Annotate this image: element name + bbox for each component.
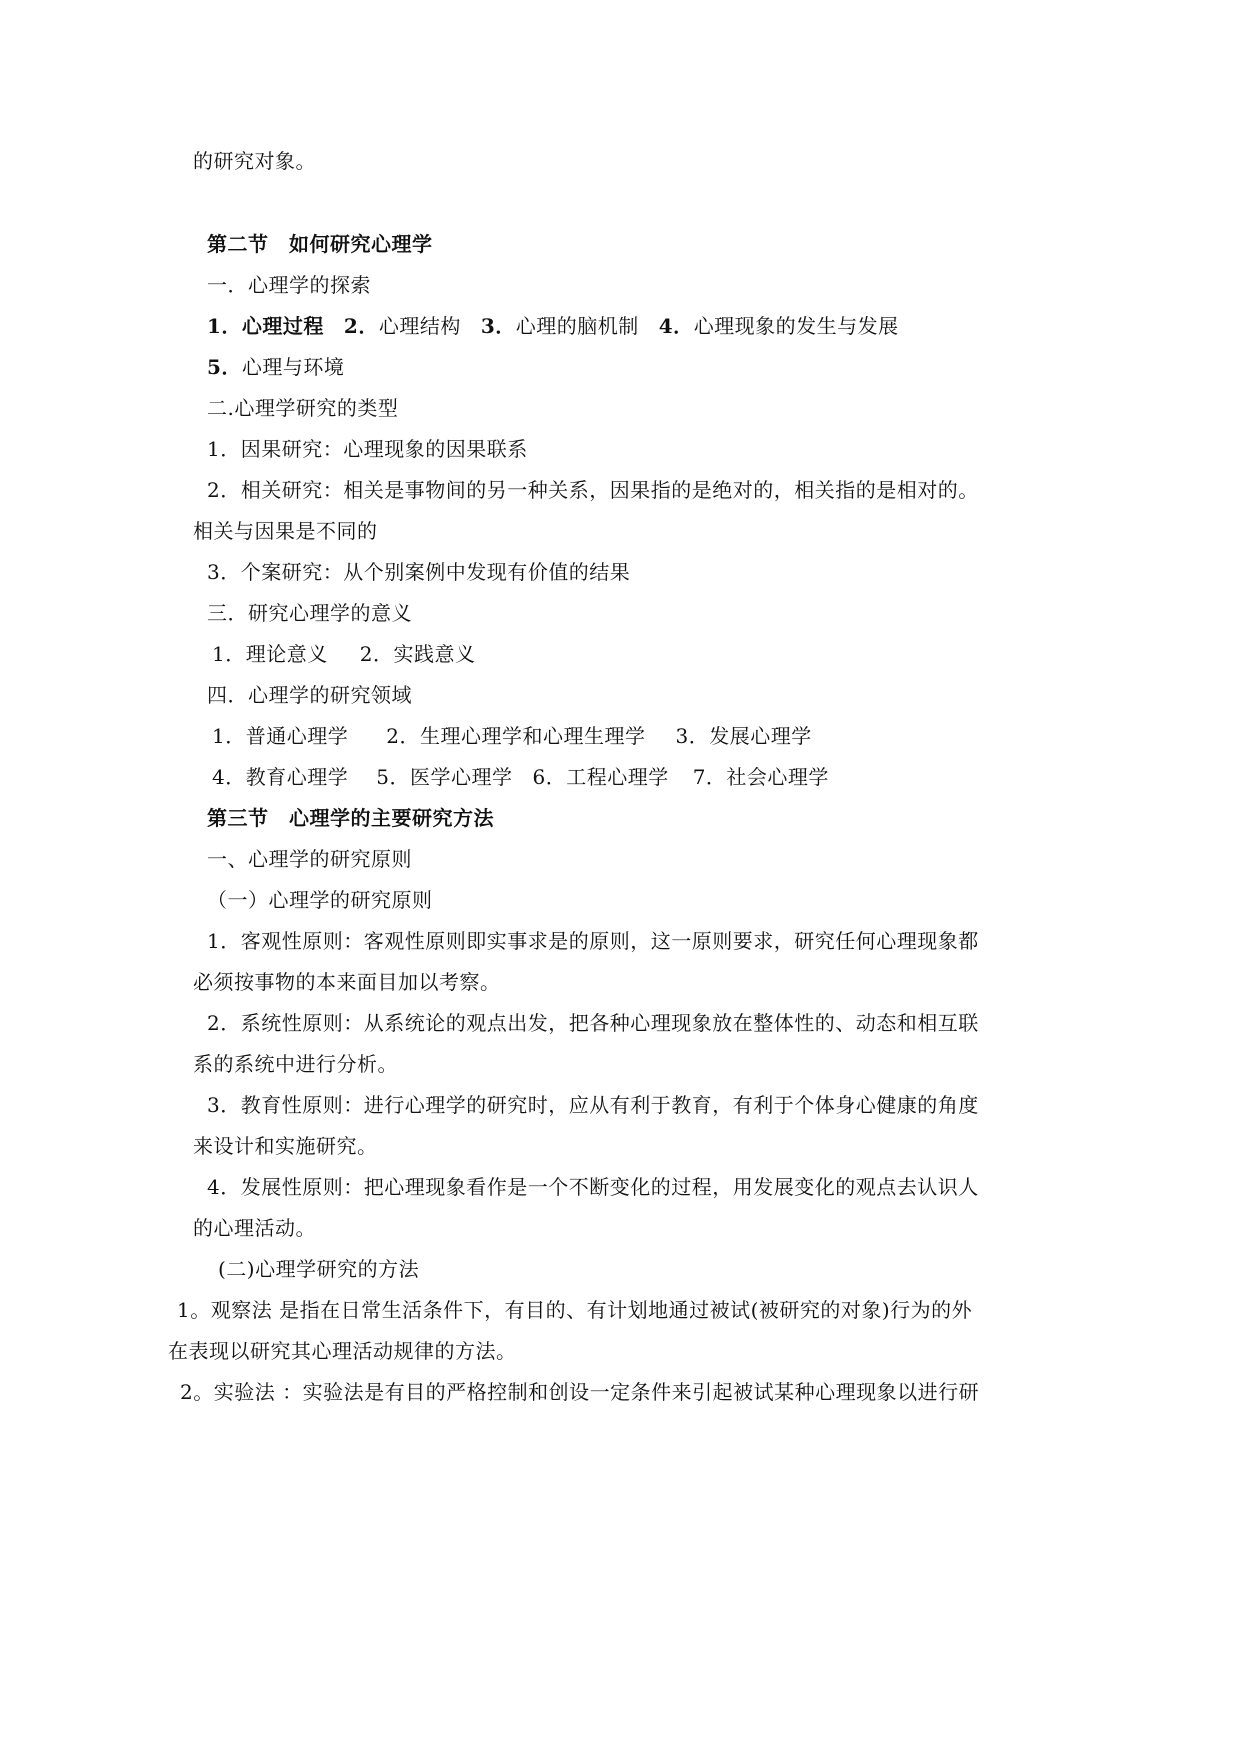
topic-list xyxy=(212,764,829,790)
subheading: 三．研究心理学的意义 xyxy=(207,601,412,625)
list-item: 3．发展心理学 xyxy=(675,724,812,748)
list-item: 心理现象的发生与发展 xyxy=(693,314,899,338)
text-line: 1。观察法 是指在日常生活条件下，有目的、有计划地通过被试(被研究的对象)行为的外 xyxy=(177,1298,973,1322)
subheading: 一、心理学的研究原则 xyxy=(207,847,412,871)
list-item: 1．理论意义 xyxy=(212,642,328,666)
text-line: 1．因果研究：心理现象的因果联系 xyxy=(207,437,528,461)
list-item: 5．医学心理学 xyxy=(376,765,513,789)
list-number: 3． xyxy=(480,314,516,338)
subheading: （一）心理学的研究原则 xyxy=(207,888,433,912)
text-line: 3．个案研究：从个别案例中发现有价值的结果 xyxy=(207,560,631,584)
list-item: 2．实践意义 xyxy=(359,642,476,666)
list-item: 心理与环境 xyxy=(241,355,345,379)
text-line: 的研究对象。 xyxy=(193,149,316,173)
text-line: 2．系统性原则：从系统论的观点出发，把各种心理现象放在整体性的、动态和相互联 xyxy=(207,1011,979,1035)
section-heading: 第三节 心理学的主要研究方法 xyxy=(207,806,494,830)
text-line: 2。实验法 ：实验法是有目的严格控制和创设一定条件来引起被试某种心理现象以进行研 xyxy=(180,1380,980,1404)
subheading: 四．心理学的研究领域 xyxy=(207,683,412,707)
text-line: 4．发展性原则：把心理现象看作是一个不断变化的过程，用发展变化的观点去认识人 xyxy=(207,1175,979,1199)
list-item: 1．心理过程 xyxy=(207,314,324,338)
topic-list xyxy=(207,313,899,339)
text-line: 3．教育性原则：进行心理学的研究时，应从有利于教育，有利于个体身心健康的角度 xyxy=(207,1093,979,1117)
list-number: 4． xyxy=(658,314,694,338)
section-heading: 第二节 如何研究心理学 xyxy=(207,232,433,256)
list-item: 2．生理心理学和心理生理学 xyxy=(386,724,646,748)
list-item: 6．工程心理学 xyxy=(532,765,669,789)
list-item: 7．社会心理学 xyxy=(692,765,829,789)
topic-list xyxy=(212,723,812,749)
list-number: 2． xyxy=(343,314,379,338)
subheading: 一．心理学的探索 xyxy=(207,273,371,297)
list-item: 1．普通心理学 xyxy=(212,724,349,748)
text-line: 的心理活动。 xyxy=(193,1216,316,1240)
text-line: 来设计和实施研究。 xyxy=(193,1134,378,1158)
list-item: 心理结构 xyxy=(378,314,461,338)
text-line: 相关与因果是不同的 xyxy=(193,519,378,543)
topic-list xyxy=(212,641,475,667)
topic-list xyxy=(207,354,344,380)
list-item: 4．教育心理学 xyxy=(212,765,349,789)
subheading: (二)心理学研究的方法 xyxy=(218,1257,420,1281)
text-line: 系的系统中进行分析。 xyxy=(193,1052,398,1076)
text-line: 必须按事物的本来面目加以考察。 xyxy=(193,970,501,994)
text-line: 2．相关研究：相关是事物间的另一种关系，因果指的是绝对的，相关指的是相对的。 xyxy=(207,478,979,502)
subheading: 二.心理学研究的类型 xyxy=(207,396,399,420)
list-item: 心理的脑机制 xyxy=(515,314,639,338)
text-line: 在表现以研究其心理活动规律的方法。 xyxy=(168,1339,517,1363)
text-line: 1．客观性原则：客观性原则即实事求是的原则，这一原则要求，研究任何心理现象都 xyxy=(207,929,979,953)
list-number: 5． xyxy=(207,355,242,379)
